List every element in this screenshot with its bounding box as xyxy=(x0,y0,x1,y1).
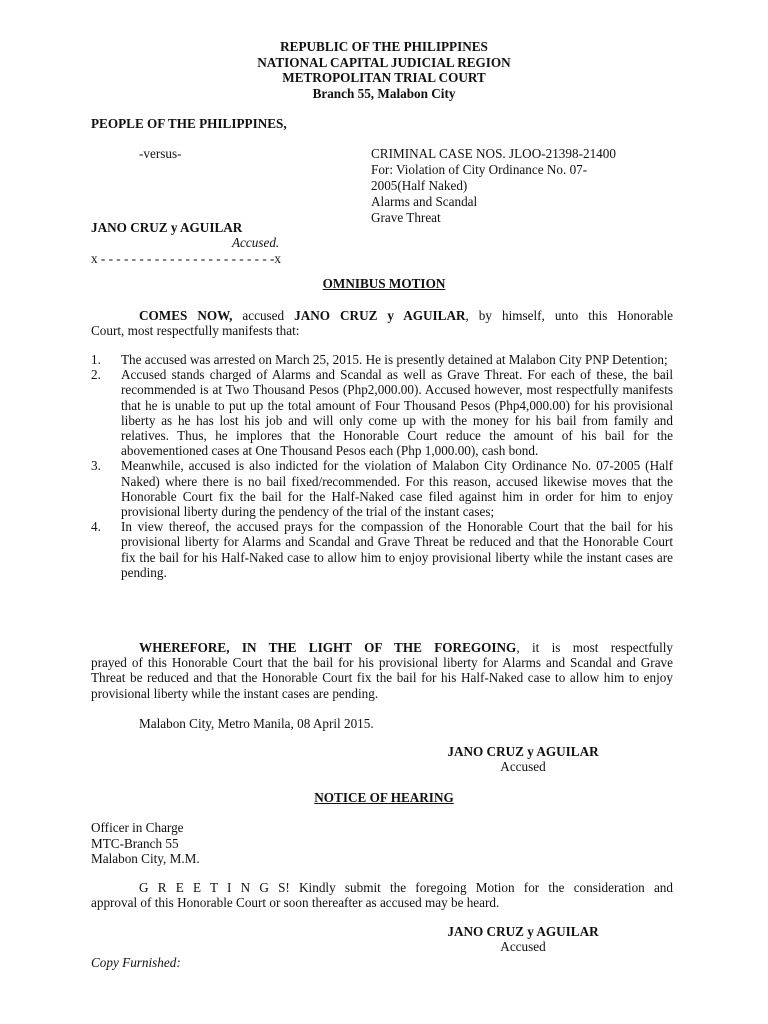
motion-items xyxy=(91,352,673,580)
court-caption xyxy=(0,39,768,101)
addressee-line-2: MTC-Branch 55 xyxy=(91,835,179,851)
item-number: 2. xyxy=(91,367,101,383)
motion-item xyxy=(91,367,673,458)
intro-rest: , by himself, unto this Honorable xyxy=(465,308,673,323)
motion-signatory-label: Accused xyxy=(500,759,546,775)
addressee-line-1: Officer in Charge xyxy=(91,820,184,835)
motion-signature-block xyxy=(373,744,673,774)
motion-intro-line-1 xyxy=(91,308,673,323)
prayer-body: prayed of this Honorable Court that the bail for his provisional liberty for Alarms and Scandal and Grave Threat be reduced and that the Honorable Court fix the bail for his Half-Naked case to allow him to enjoy provisional liberty while the instant cases are pending. xyxy=(91,655,673,701)
greetings-word: G R E E T I N G S! xyxy=(139,880,290,895)
notice-title: NOTICE OF HEARING xyxy=(314,790,454,805)
case-info-block xyxy=(371,146,616,226)
item-text: The accused was arrested on March 25, 2015. He is presently detained at Malabon City PNP Detention; xyxy=(121,352,668,367)
prayer-rest: , it is most respectfully xyxy=(516,640,673,655)
place-and-date: Malabon City, Metro Manila, 08 April 2015. xyxy=(139,716,374,731)
item-text: Accused stands charged of Alarms and Scandal as well as Grave Threat. For each of these, the bail recommended is at Two Thousand Pesos (Php2,000.00). Accused however, most respectfully manifests that he is unable to put up the total amount of Four Thousand Pesos (Php4,000.00) for his provisional liberty as he has lost his job and will only come up with the money for his bail from family and relatives. Thus, he implores that the Honorable Court reduce the amount of his bail for the abovementioned cases at One Thousand Pesos each (Php 1,000.00), cash bond. xyxy=(121,367,673,459)
case-charge-line-1: For: Violation of City Ordinance No. 07- xyxy=(371,162,588,177)
notice-addressee xyxy=(91,820,200,867)
item-number: 3. xyxy=(91,458,101,474)
case-numbers: CRIMINAL CASE NOS. JLOO-21398-21400 xyxy=(371,146,616,161)
caption-court: METROPOLITAN TRIAL COURT xyxy=(282,70,486,85)
intro-accused-word: accused xyxy=(232,308,295,323)
caption-republic: REPUBLIC OF THE PHILIPPINES xyxy=(280,39,488,54)
prayer-line-1 xyxy=(91,640,673,655)
motion-intro xyxy=(91,308,673,338)
intro-comes-now: COMES NOW, xyxy=(139,308,233,323)
motion-item xyxy=(91,458,673,519)
greetings-rest: Kindly submit the foregoing Motion for the consideration and xyxy=(289,880,673,895)
case-charge-line-3: Alarms and Scandal xyxy=(371,194,478,209)
notice-signature-block xyxy=(373,924,673,954)
item-number: 4. xyxy=(91,519,101,535)
prayer-paragraph xyxy=(91,640,673,701)
copy-furnished: Copy Furnished: xyxy=(91,955,181,970)
caption-branch: Branch 55, Malabon City xyxy=(312,85,456,101)
motion-title: OMNIBUS MOTION xyxy=(322,276,446,291)
accused-label: Accused. xyxy=(232,235,280,250)
prayer-wherefore: WHEREFORE, IN THE LIGHT OF THE FOREGOING xyxy=(139,640,517,655)
caption-region: NATIONAL CAPITAL JUDICIAL REGION xyxy=(257,54,511,70)
motion-item xyxy=(91,519,673,580)
case-charge-line-2: 2005(Half Naked) xyxy=(371,178,468,193)
greetings-line-2: approval of this Honorable Court or soon thereafter as accused may be heard. xyxy=(91,895,500,911)
item-text: Meanwhile, accused is also indicted for the violation of Malabon City Ordinance No. 07-2005 (Half Naked) where there is no bail fixed/recommended. For this reason, accused likewise moves that the Honorable Court fix the bail for the Half-Naked case filed against him in order for him to enjoy provisional liberty during the pendency of the trial of the instant cases; xyxy=(121,458,673,520)
motion-signatory-name: JANO CRUZ y AGUILAR xyxy=(447,744,599,759)
item-number: 1. xyxy=(91,352,101,367)
notice-signatory-name: JANO CRUZ y AGUILAR xyxy=(447,924,599,939)
addressee-line-3: Malabon City, M.M. xyxy=(91,851,200,866)
item-text: In view thereof, the accused prays for the compassion of the Honorable Court that the bail for his provisional liberty for Alarms and Scandal and Grave Threat be reduced and that the Honorable Court fix the bail for his Half-Naked case to allow him to enjoy provisional liberty while the instant cases are pending. xyxy=(121,519,673,580)
case-charge-line-4: Grave Threat xyxy=(371,210,441,225)
versus-label: -versus- xyxy=(139,146,182,161)
notice-signatory-label: Accused xyxy=(500,939,546,955)
motion-intro-line-2: Court, most respectfully manifests that: xyxy=(91,323,300,339)
notice-greetings xyxy=(91,880,673,910)
accused-name: JANO CRUZ y AGUILAR xyxy=(91,220,243,235)
greetings-line-1 xyxy=(91,880,673,895)
plaintiff-name: PEOPLE OF THE PHILIPPINES, xyxy=(91,116,287,131)
motion-item xyxy=(91,352,673,367)
intro-accused-name: JANO CRUZ y AGUILAR xyxy=(294,308,466,323)
caption-separator: x - - - - - - - - - - - - - - - - - - - - - - -x xyxy=(91,251,282,266)
